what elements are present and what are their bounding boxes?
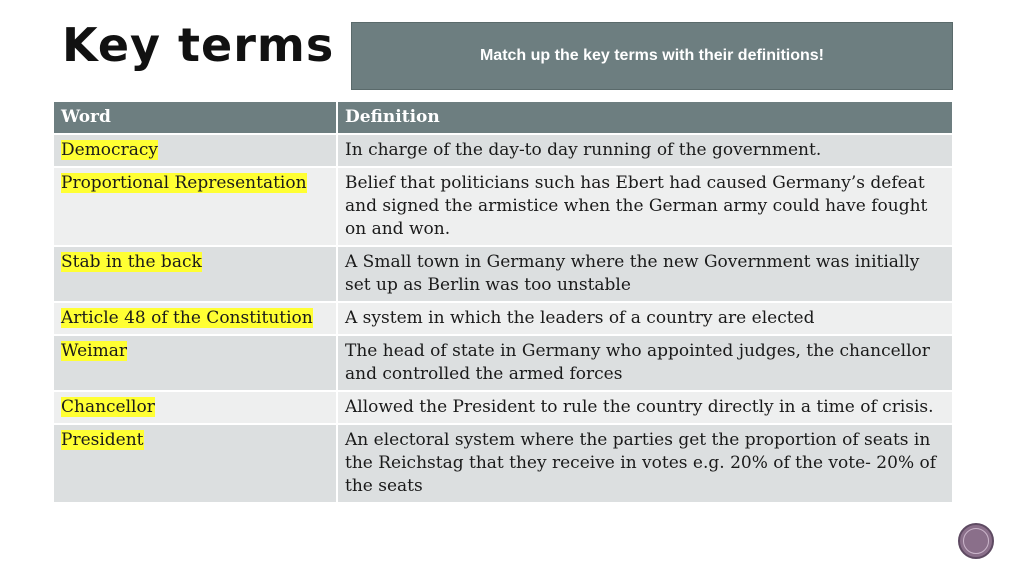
table-row xyxy=(54,246,953,302)
definition-cell: A Small town in Germany where the new Government was initially set up as Berlin was too unstable xyxy=(337,246,953,302)
term-stab-in-the-back: Stab in the back xyxy=(61,252,202,272)
page-title: Key terms xyxy=(62,18,335,72)
slide-nav-button[interactable] xyxy=(958,523,994,559)
column-header-word: Word xyxy=(54,102,337,134)
definition-cell: In charge of the day-to day running of the government. xyxy=(337,134,953,167)
word-cell xyxy=(54,134,337,167)
term-chancellor: Chancellor xyxy=(61,397,155,417)
definition-cell: The head of state in Germany who appointed judges, the chancellor and controlled the armed forces xyxy=(337,335,953,391)
table-row xyxy=(54,302,953,335)
definition-cell: Belief that politicians such has Ebert had caused Germany’s defeat and signed the armistice when the German army could have fought on and won. xyxy=(337,167,953,246)
circle-icon xyxy=(963,528,989,554)
table-row xyxy=(54,335,953,391)
instruction-text: Match up the key terms with their definitions! xyxy=(479,47,825,64)
table-row xyxy=(54,391,953,424)
term-proportional-representation: Proportional Representation xyxy=(61,173,307,193)
definition-cell: Allowed the President to rule the country directly in a time of crisis. xyxy=(337,391,953,424)
key-terms-table xyxy=(54,102,954,504)
definition-cell: An electoral system where the parties get the proportion of seats in the Reichstag that they receive in votes e.g. 20% of the vote- 20% of the seats xyxy=(337,424,953,503)
word-cell xyxy=(54,246,337,302)
word-cell xyxy=(54,167,337,246)
instruction-box xyxy=(351,22,953,90)
table-header-row xyxy=(54,102,953,134)
table-row xyxy=(54,167,953,246)
definition-cell: A system in which the leaders of a country are elected xyxy=(337,302,953,335)
term-weimar: Weimar xyxy=(61,341,127,361)
word-cell xyxy=(54,424,337,503)
term-democracy: Democracy xyxy=(61,140,158,160)
term-president: President xyxy=(61,430,144,450)
term-article-48: Article 48 of the Constitution xyxy=(61,308,313,328)
table-row xyxy=(54,134,953,167)
table-row xyxy=(54,424,953,503)
word-cell xyxy=(54,391,337,424)
word-cell xyxy=(54,335,337,391)
word-cell xyxy=(54,302,337,335)
column-header-definition: Definition xyxy=(337,102,953,134)
